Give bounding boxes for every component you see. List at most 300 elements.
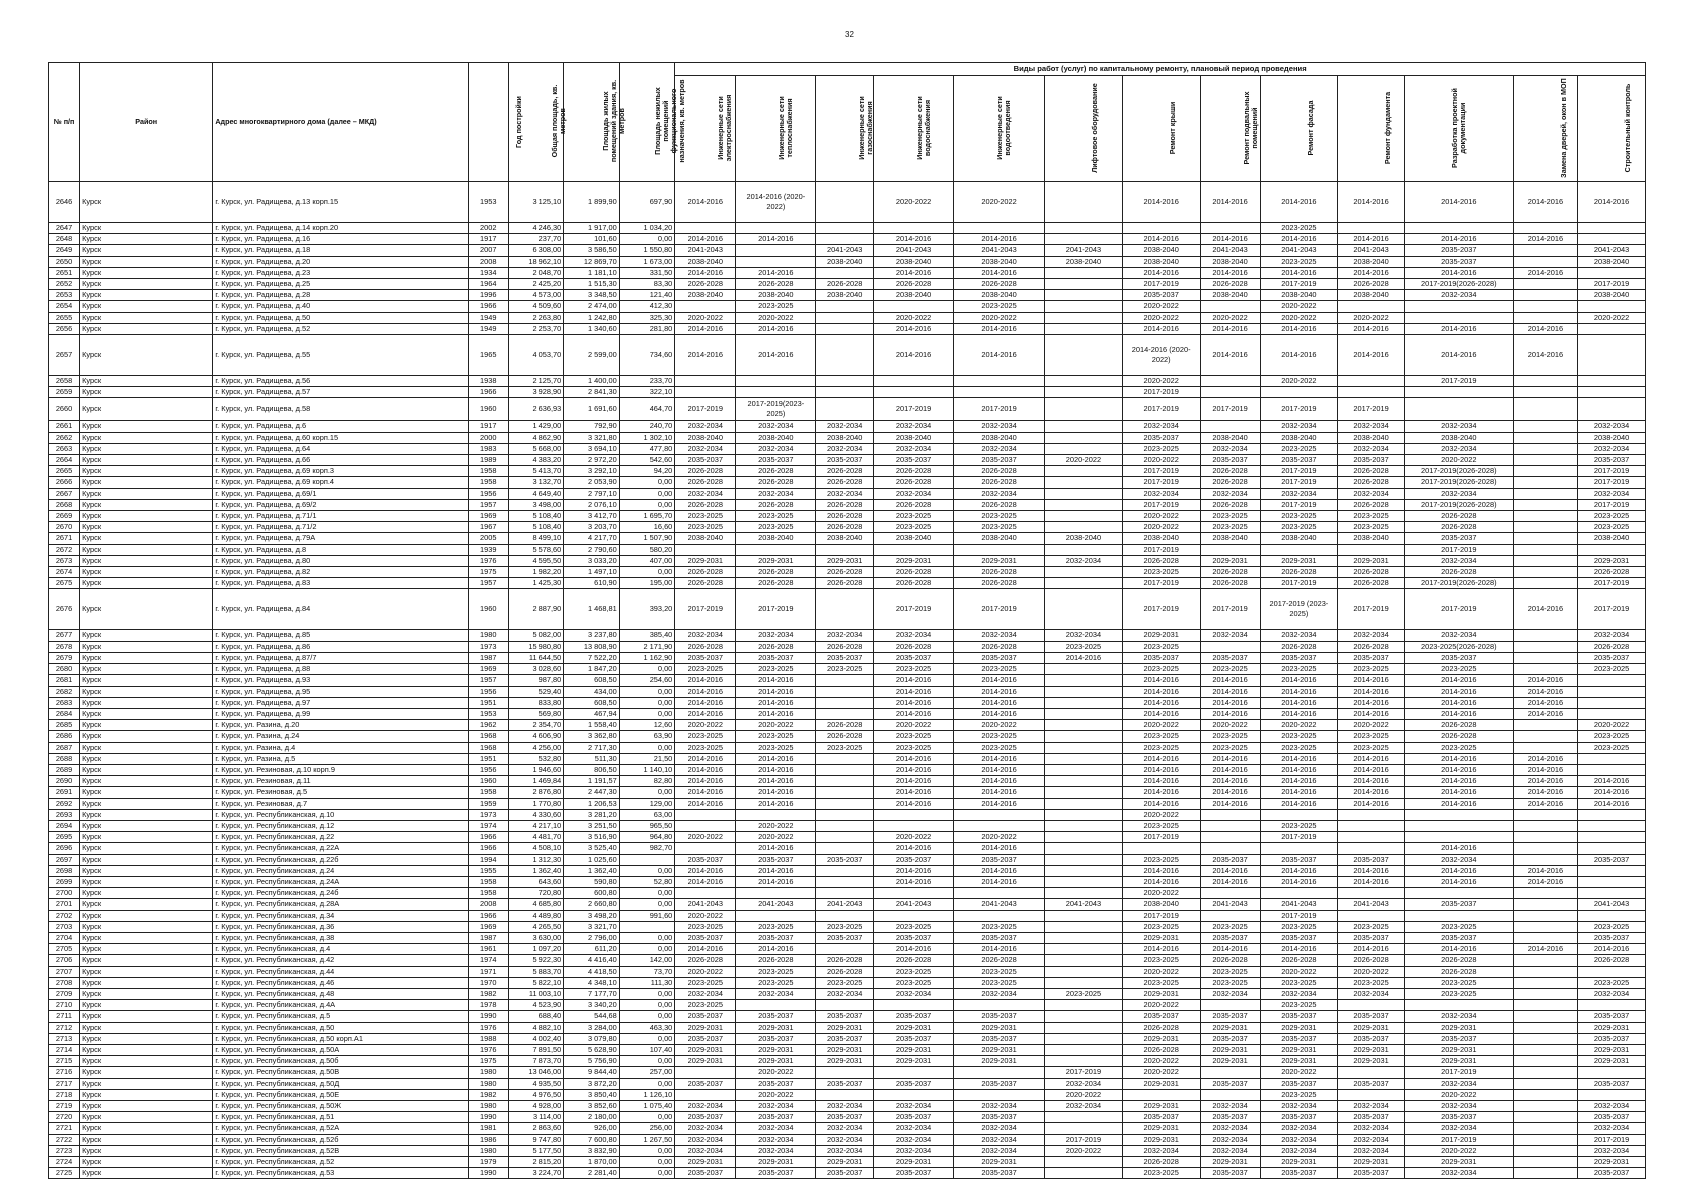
table-cell: Курск (80, 499, 213, 510)
table-cell: 2014-2016 (1404, 944, 1513, 955)
table-cell: 569,80 (508, 708, 564, 719)
table-cell: 2041-2043 (1338, 899, 1405, 910)
table-cell: 2020-2022 (1045, 1145, 1123, 1156)
table-cell: Курск (80, 387, 213, 398)
table-cell: 2026-2028 (874, 466, 954, 477)
table-cell: 2026-2028 (1338, 477, 1405, 488)
table-cell (1578, 1000, 1646, 1011)
table-cell (736, 888, 816, 899)
table-cell: 2032-2034 (816, 488, 874, 499)
table-cell: 2023-2025 (1122, 443, 1200, 454)
table-cell: г. Курск, ул. Радищева, д.57 (213, 387, 468, 398)
table-cell: 2026-2028 (1122, 1157, 1200, 1168)
table-cell (1200, 809, 1260, 820)
table-cell (816, 787, 874, 798)
table-cell: 2035-2037 (1260, 1078, 1338, 1089)
table-cell: 2023-2025 (1260, 1089, 1338, 1100)
table-cell: 2023-2025 (1404, 664, 1513, 675)
table-cell (675, 820, 736, 831)
table-cell (1200, 544, 1260, 555)
table-cell (1513, 1033, 1577, 1044)
table-cell: 2014-2016 (954, 798, 1045, 809)
table-cell (1578, 323, 1646, 334)
table-cell: 2032-2034 (1578, 488, 1646, 499)
table-cell: 2014-2016 (954, 675, 1045, 686)
table-cell: г. Курск, ул. Республиканская, д.4А (213, 1000, 468, 1011)
table-cell: 600,80 (564, 888, 620, 899)
table-cell: 2032-2034 (1260, 988, 1338, 999)
table-cell: 2014-2016 (1513, 182, 1577, 223)
table-row (49, 432, 1646, 443)
table-cell: 2026-2028 (736, 578, 816, 589)
table-cell: 2035-2037 (954, 932, 1045, 943)
table-cell: 2023-2025 (816, 664, 874, 675)
table-cell (1045, 888, 1123, 899)
table-cell (1122, 223, 1200, 234)
table-cell: Курск (80, 798, 213, 809)
table-cell: 1 362,40 (564, 865, 620, 876)
header-nonliving-area: Площадь нежилых помещений функционального назначения, кв. метров (619, 63, 675, 182)
table-cell: 2038-2040 (675, 432, 736, 443)
table-cell: 2686 (49, 731, 80, 742)
table-cell: 2032-2034 (1045, 1078, 1123, 1089)
table-cell (1404, 809, 1513, 820)
table-cell: 2704 (49, 932, 80, 943)
table-cell: 2029-2031 (816, 1022, 874, 1033)
table-cell: 2032-2034 (1404, 488, 1513, 499)
table-cell: 0,00 (619, 888, 675, 899)
table-cell: 2014-2016 (874, 267, 954, 278)
table-cell (1513, 290, 1577, 301)
table-cell: 2647 (49, 223, 80, 234)
table-cell (874, 223, 954, 234)
table-cell: 2014-2016 (1200, 865, 1260, 876)
table-cell: 2029-2031 (1200, 1056, 1260, 1067)
table-cell: 806,50 (564, 764, 620, 775)
table-cell: 2023-2025 (1338, 731, 1405, 742)
table-cell: 1988 (468, 1033, 508, 1044)
table-cell: 2035-2037 (1200, 1078, 1260, 1089)
table-cell: 2020-2022 (1122, 809, 1200, 820)
table-cell (1045, 376, 1123, 387)
table-cell (874, 544, 954, 555)
table-cell: 1958 (468, 787, 508, 798)
table-cell: 4 330,60 (508, 809, 564, 820)
table-cell: г. Курск, ул. Республиканская, д.4 (213, 944, 468, 955)
table-cell (1513, 843, 1577, 854)
table-cell (1513, 279, 1577, 290)
table-cell (1513, 443, 1577, 454)
table-cell: 2032-2034 (736, 988, 816, 999)
table-cell: 2014-2016 (675, 787, 736, 798)
table-cell: 1987 (468, 652, 508, 663)
table-cell: 2038-2040 (675, 290, 736, 301)
table-cell: 2017-2019 (1404, 376, 1513, 387)
table-cell: 2014-2016 (1200, 787, 1260, 798)
table-cell: 0,00 (619, 1033, 675, 1044)
table-cell: 2014-2016 (1513, 697, 1577, 708)
table-cell: 2014-2016 (1260, 876, 1338, 887)
table-cell: 2026-2028 (1200, 567, 1260, 578)
table-cell: 2 076,10 (564, 499, 620, 510)
table-cell: 2041-2043 (1200, 245, 1260, 256)
table-cell (619, 921, 675, 932)
table-cell: 2035-2037 (1338, 652, 1405, 663)
table-cell: 2014-2016 (1404, 267, 1513, 278)
table-cell: 2017-2019(2026-2028) (1404, 578, 1513, 589)
table-cell (1338, 888, 1405, 899)
table-cell: 2014-2016 (1122, 876, 1200, 887)
table-cell: 2035-2037 (816, 1078, 874, 1089)
table-cell: 2038-2040 (1338, 432, 1405, 443)
table-cell: г. Курск, ул. Радищева, д.79А (213, 533, 468, 544)
table-cell: 2035-2037 (874, 1078, 954, 1089)
table-cell: 2038-2040 (1404, 432, 1513, 443)
table-cell: г. Курск, ул. Радищева, д.23 (213, 267, 468, 278)
table-cell: 2029-2031 (675, 1056, 736, 1067)
table-cell: 4 416,40 (564, 955, 620, 966)
table-cell: 2035-2037 (1200, 854, 1260, 865)
table-cell: Курск (80, 843, 213, 854)
table-cell (1200, 1000, 1260, 1011)
table-cell: 2032-2034 (874, 988, 954, 999)
table-cell: 2023-2025 (736, 511, 816, 522)
table-cell: Курск (80, 708, 213, 719)
table-cell: 2014-2016 (874, 843, 954, 854)
table-cell: 2014-2016 (874, 944, 954, 955)
table-cell: 2032-2034 (736, 421, 816, 432)
table-cell: 2023-2025 (874, 921, 954, 932)
table-cell (816, 182, 874, 223)
table-cell: 2014-2016 (1338, 323, 1405, 334)
table-cell: 2023-2025 (1260, 223, 1338, 234)
table-cell: Курск (80, 578, 213, 589)
table-cell: 2023-2025 (1200, 966, 1260, 977)
table-cell (1404, 223, 1513, 234)
table-cell (1200, 910, 1260, 921)
table-cell (874, 301, 954, 312)
table-row (49, 899, 1646, 910)
table-cell (1513, 664, 1577, 675)
table-cell: 2035-2037 (954, 1112, 1045, 1123)
table-cell: г. Курск, ул. Радищева, д.86 (213, 641, 468, 652)
table-cell: г. Курск, ул. Республиканская, д.36 (213, 921, 468, 932)
table-cell (816, 944, 874, 955)
table-cell: 1966 (468, 301, 508, 312)
table-cell: 2017-2019 (1045, 1067, 1123, 1078)
table-cell: 0,00 (619, 1145, 675, 1156)
table-cell: 2038-2040 (1122, 245, 1200, 256)
table-cell: 2014-2016 (675, 865, 736, 876)
table-cell: 2014-2016 (1513, 686, 1577, 697)
table-cell (1338, 544, 1405, 555)
table-cell: 2691 (49, 787, 80, 798)
table-cell: 2032-2034 (1200, 1134, 1260, 1145)
table-cell: 2026-2028 (816, 720, 874, 731)
table-cell: 4 053,70 (508, 335, 564, 376)
table-cell: г. Курск, ул. Радищева, д.82 (213, 567, 468, 578)
table-cell: 4 649,40 (508, 488, 564, 499)
table-cell: 2026-2028 (675, 578, 736, 589)
table-cell (1045, 267, 1123, 278)
table-cell: 2029-2031 (1404, 1056, 1513, 1067)
table-cell: г. Курск, ул. Республиканская, д.42 (213, 955, 468, 966)
table-cell: г. Курск, ул. Республиканская, д.50А (213, 1045, 468, 1056)
table-cell: 1957 (468, 675, 508, 686)
table-cell (1200, 1089, 1260, 1100)
table-cell: 7 873,70 (508, 1056, 564, 1067)
table-cell (1404, 387, 1513, 398)
table-row (49, 421, 1646, 432)
table-cell: 2014-2016 (1045, 652, 1123, 663)
table-cell (1122, 1089, 1200, 1100)
table-cell: 1983 (468, 443, 508, 454)
table-cell: 2026-2028 (1404, 567, 1513, 578)
table-cell (1513, 567, 1577, 578)
table-cell: 833,80 (508, 697, 564, 708)
table-cell: 3 516,90 (564, 832, 620, 843)
table-cell: 2032-2034 (1404, 421, 1513, 432)
table-cell: 2014-2016 (736, 843, 816, 854)
table-cell: Курск (80, 312, 213, 323)
table-cell: 2 053,90 (564, 477, 620, 488)
table-cell (1045, 675, 1123, 686)
table-cell: 2029-2031 (1338, 1045, 1405, 1056)
table-cell: 2020-2022 (675, 720, 736, 731)
table-cell: 2023-2025 (874, 966, 954, 977)
table-cell: 2026-2028 (1404, 720, 1513, 731)
table-cell: 0,00 (619, 1078, 675, 1089)
table-cell: Курск (80, 511, 213, 522)
table-cell: 2020-2022 (736, 1089, 816, 1100)
table-cell: г. Курск, ул. Республиканская, д.52В (213, 1145, 468, 1156)
table-cell: 2029-2031 (816, 1056, 874, 1067)
table-row (49, 578, 1646, 589)
table-cell: 2029-2031 (736, 1056, 816, 1067)
table-cell: 4 509,60 (508, 301, 564, 312)
table-cell: 2017-2019 (1578, 1134, 1646, 1145)
table-cell: 2671 (49, 533, 80, 544)
table-cell: 2014-2016 (1200, 753, 1260, 764)
table-cell: 2020-2022 (1338, 312, 1405, 323)
table-cell: 1957 (468, 578, 508, 589)
table-cell: 2032-2034 (1404, 1078, 1513, 1089)
table-cell: 107,40 (619, 1045, 675, 1056)
table-cell: 2026-2028 (1200, 499, 1260, 510)
table-cell: 2023-2025 (1338, 977, 1405, 988)
table-cell: Курск (80, 876, 213, 887)
table-cell (1404, 910, 1513, 921)
table-cell: 2014-2016 (675, 675, 736, 686)
table-cell: г. Курск, ул. Разина, д.5 (213, 753, 468, 764)
table-cell: 2026-2028 (954, 641, 1045, 652)
table-cell: 2017-2019 (1578, 499, 1646, 510)
table-cell: г. Курск, ул. Республиканская, д.51 (213, 1112, 468, 1123)
table-cell: 2017-2019 (736, 589, 816, 630)
table-cell: 2032-2034 (816, 1101, 874, 1112)
table-cell: 83,30 (619, 279, 675, 290)
table-cell (1578, 398, 1646, 421)
table-cell: 2035-2037 (736, 1033, 816, 1044)
table-cell: 2029-2031 (1578, 555, 1646, 566)
table-cell (816, 544, 874, 555)
table-cell: 0,00 (619, 1168, 675, 1179)
table-cell: 2014-2016 (874, 876, 954, 887)
table-cell: 2014-2016 (1200, 335, 1260, 376)
table-cell: 608,50 (564, 675, 620, 686)
table-cell: 1980 (468, 1145, 508, 1156)
table-cell: 1961 (468, 944, 508, 955)
table-cell: 2014-2016 (1338, 776, 1405, 787)
table-cell: 964,80 (619, 832, 675, 843)
table-cell: 2017-2019 (1260, 466, 1338, 477)
table-cell (1045, 1123, 1123, 1134)
table-cell: 2020-2022 (1404, 1089, 1513, 1100)
table-row (49, 1145, 1646, 1156)
table-cell: 2032-2034 (1578, 1101, 1646, 1112)
table-cell: 2032-2034 (816, 443, 874, 454)
table-cell: 987,80 (508, 675, 564, 686)
table-cell: 2026-2028 (736, 641, 816, 652)
table-cell (1045, 764, 1123, 775)
table-cell: 2023-2025 (1045, 988, 1123, 999)
table-cell: 2014-2016 (874, 798, 954, 809)
table-cell: 2026-2028 (1338, 279, 1405, 290)
table-cell (816, 686, 874, 697)
table-cell: 0,00 (619, 477, 675, 488)
table-cell: 2023-2025 (1260, 511, 1338, 522)
table-cell: 1 075,40 (619, 1101, 675, 1112)
table-cell: 2014-2016 (1513, 267, 1577, 278)
table-cell: 2014-2016 (736, 234, 816, 245)
table-cell: 2014-2016 (2020-2022) (736, 182, 816, 223)
table-cell: 2014-2016 (1513, 787, 1577, 798)
table-cell: 2657 (49, 335, 80, 376)
table-cell (816, 301, 874, 312)
table-cell: 1979 (468, 1157, 508, 1168)
table-cell: 2035-2037 (1260, 1168, 1338, 1179)
table-cell: 1949 (468, 323, 508, 334)
table-cell: 2020-2022 (954, 182, 1045, 223)
table-cell: 611,20 (564, 944, 620, 955)
table-cell: 2693 (49, 809, 80, 820)
table-cell: 1956 (468, 686, 508, 697)
table-cell: 2035-2037 (954, 1033, 1045, 1044)
table-cell: 3 348,50 (564, 290, 620, 301)
table-cell: 2038-2040 (1338, 290, 1405, 301)
table-cell: 2017-2019 (1260, 832, 1338, 843)
table-cell: 5 177,50 (508, 1145, 564, 1156)
table-cell: 5 413,70 (508, 466, 564, 477)
table-cell: 2038-2040 (1578, 290, 1646, 301)
table-cell: 2 281,40 (564, 1168, 620, 1179)
table-cell: г. Курск, ул. Разина, д.20 (213, 720, 468, 731)
table-cell: 2014-2016 (1513, 753, 1577, 764)
table-cell (874, 387, 954, 398)
table-cell (1045, 753, 1123, 764)
table-cell: 2014-2016 (675, 944, 736, 955)
table-cell: 2026-2028 (816, 731, 874, 742)
table-cell (816, 1067, 874, 1078)
capital-repair-table (48, 62, 1646, 1179)
table-cell: 2023-2025 (736, 301, 816, 312)
table-cell: Курск (80, 630, 213, 641)
table-cell: 1 362,40 (508, 865, 564, 876)
table-cell: 2029-2031 (675, 1045, 736, 1056)
table-cell: 2711 (49, 1011, 80, 1022)
table-cell: 2017-2019 (1122, 578, 1200, 589)
table-cell (1578, 1067, 1646, 1078)
table-cell: 2038-2040 (954, 290, 1045, 301)
table-row (49, 787, 1646, 798)
table-cell: 2014-2016 (736, 776, 816, 787)
table-cell: 1 425,30 (508, 578, 564, 589)
table-cell: 2014-2016 (1122, 323, 1200, 334)
table-cell: 2023-2025 (736, 966, 816, 977)
table-cell (1513, 1056, 1577, 1067)
table-cell (1045, 279, 1123, 290)
table-cell: 2029-2031 (675, 1157, 736, 1168)
table-cell: 2029-2031 (1578, 1056, 1646, 1067)
table-cell: Курск (80, 988, 213, 999)
table-cell: 2725 (49, 1168, 80, 1179)
table-cell: 2032-2034 (874, 1123, 954, 1134)
table-cell: 2032-2034 (1338, 1145, 1405, 1156)
table-cell: г. Курск, ул. Республиканская, д.5 (213, 1011, 468, 1022)
table-cell: 2032-2034 (816, 421, 874, 432)
table-cell: 0,00 (619, 686, 675, 697)
table-cell (954, 888, 1045, 899)
table-cell: 2032-2034 (954, 1101, 1045, 1112)
table-cell: Курск (80, 1112, 213, 1123)
table-cell (1404, 312, 1513, 323)
table-cell: 2029-2031 (1578, 1022, 1646, 1033)
table-cell: 1960 (468, 589, 508, 630)
table-cell: 2014-2016 (1404, 876, 1513, 887)
table-cell: 2038-2040 (736, 432, 816, 443)
table-cell: 991,60 (619, 910, 675, 921)
table-cell: 1986 (468, 1134, 508, 1145)
table-row (49, 589, 1646, 630)
table-cell: 1 847,20 (564, 664, 620, 675)
header-work-3: Инженерные сети водоснабжения (874, 76, 954, 182)
table-cell: 2712 (49, 1022, 80, 1033)
table-cell: 2032-2034 (736, 488, 816, 499)
table-cell: 2023-2025 (1122, 1168, 1200, 1179)
table-cell: 2017-2019(2026-2028) (1404, 499, 1513, 510)
table-cell: 0,00 (619, 932, 675, 943)
table-cell: 2014-2016 (1260, 675, 1338, 686)
table-cell: 1 917,00 (564, 223, 620, 234)
table-cell: 2008 (468, 899, 508, 910)
table-cell: г. Курск, ул. Резиновая, д.11 (213, 776, 468, 787)
table-cell: 1958 (468, 477, 508, 488)
table-cell: 2023-2025 (1338, 522, 1405, 533)
table-cell: 2023-2025 (1578, 522, 1646, 533)
table-cell (1513, 720, 1577, 731)
table-row (49, 1112, 1646, 1123)
table-cell: 2020-2022 (736, 312, 816, 323)
table-cell: 2032-2034 (1578, 443, 1646, 454)
table-cell (1513, 555, 1577, 566)
table-cell: 2023-2025 (1122, 977, 1200, 988)
table-cell: 1 558,40 (564, 720, 620, 731)
table-cell: г. Курск, ул. Радищева, д.56 (213, 376, 468, 387)
table-cell (1513, 455, 1577, 466)
table-cell: 2692 (49, 798, 80, 809)
table-cell: 2035-2037 (1260, 932, 1338, 943)
table-cell: г. Курск, ул. Радищева, д.95 (213, 686, 468, 697)
